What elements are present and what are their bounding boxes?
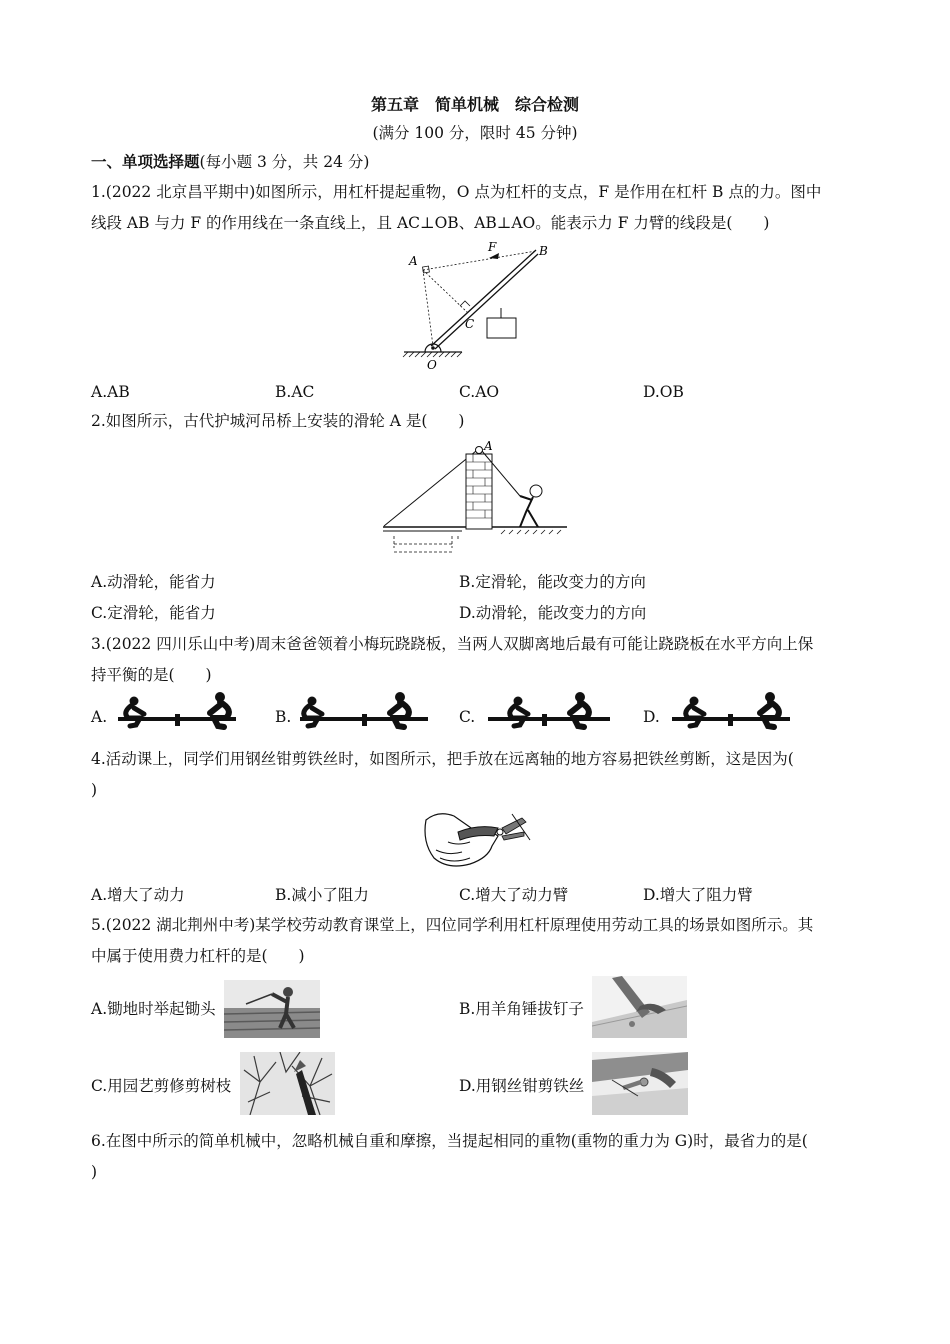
bridge-rope: [384, 451, 476, 526]
weight-block: [487, 318, 516, 338]
pulley-a: [476, 447, 483, 454]
page-subtitle: (满分 100 分，限时 45 分钟): [372, 124, 578, 142]
line-ao: [423, 270, 433, 346]
section-heading-main: 一、单项选择题: [91, 152, 200, 171]
moat: [394, 536, 458, 552]
q1-option-b[interactable]: B.AC: [275, 383, 315, 401]
q1-option-d[interactable]: D.OB: [643, 383, 684, 401]
q4-pliers-figure: [418, 806, 533, 874]
right-angle-c: [460, 301, 470, 306]
label-a: A: [409, 254, 418, 268]
lever-bar-a: [431, 250, 536, 346]
line-ac: [423, 270, 468, 313]
line-ab: [423, 251, 536, 270]
pruning-photo: [240, 1052, 335, 1115]
section-heading-note: (每小题 3 分，共 24 分): [199, 153, 370, 171]
q3-option-a[interactable]: A.: [91, 708, 108, 726]
q3-option-d[interactable]: D.: [643, 708, 660, 726]
q5-option-d[interactable]: D.用钢丝钳剪铁丝: [459, 1077, 585, 1095]
q4-text-line2: ): [91, 781, 98, 799]
label-b: B: [539, 244, 548, 258]
q1-text-line2: 线段 AB 与力 F 的作用线在一条直线上，且 AC⊥OB、AB⊥AO。能表示力 F 力臂的线段是( ): [91, 214, 770, 232]
q6-text-line1: 6.在图中所示的简单机械中，忽略机械自重和摩擦，当提起相同的重物(重物的重力为 G)时，最省力的是(: [91, 1132, 808, 1150]
q3-text-line2: 持平衡的是( ): [91, 666, 212, 684]
q5-option-b[interactable]: B.用羊角锤拔钉子: [459, 1000, 584, 1018]
q2-option-d[interactable]: D.动滑轮，能改变力的方向: [459, 604, 647, 622]
q1-option-a[interactable]: A.AB: [91, 383, 130, 401]
q2-drawbridge-figure: [380, 436, 575, 564]
q4-option-c[interactable]: C.增大了动力臂: [459, 886, 569, 904]
seesaw-c-figure[interactable]: [484, 692, 614, 734]
q3-option-c[interactable]: C.: [459, 708, 476, 726]
label-o: O: [427, 358, 437, 372]
seesaw-d-figure[interactable]: [668, 692, 794, 734]
page-title: 第五章 简单机械 综合检测: [370, 95, 579, 114]
person-body: [520, 496, 538, 527]
label-a: A: [484, 439, 493, 453]
q1-lever-figure: [398, 240, 558, 372]
q1-text-line1: 1.(2022 北京昌平期中)如图所示，用杠杆提起重物，O 点为杠杆的支点，F 是作用在杠杆 B 点的力。图中: [91, 183, 822, 201]
q2-text-line1: 2.如图所示，古代护城河吊桥上安装的滑轮 A 是( ): [91, 412, 465, 430]
q1-option-c[interactable]: C.AO: [459, 383, 500, 401]
q5-text-line1: 5.(2022 湖北荆州中考)某学校劳动教育课堂上，四位同学利用杠杆原理使用劳动工具的场景如图所示。其: [91, 916, 814, 934]
q4-text-line1: 4.活动课上，同学们用钢丝钳剪铁丝时，如图所示，把手放在远离轴的地方容易把铁丝剪断，这是因为(: [91, 750, 794, 768]
label-f: F: [488, 240, 497, 254]
seesaw-a-figure[interactable]: [112, 692, 242, 734]
q4-option-b[interactable]: B.减小了阻力: [275, 886, 369, 904]
q3-option-b[interactable]: B.: [275, 708, 292, 726]
q2-option-c[interactable]: C.定滑轮，能省力: [91, 604, 216, 622]
q4-option-a[interactable]: A.增大了动力: [91, 886, 185, 904]
label-c: C: [465, 317, 475, 331]
q3-text-line1: 3.(2022 四川乐山中考)周末爸爸领着小梅玩跷跷板，当两人双脚离地后最有可能让跷跷板在水平方向上保: [91, 635, 814, 653]
person-head: [530, 485, 542, 497]
q5-option-c[interactable]: C.用园艺剪修剪树枝: [91, 1077, 232, 1095]
q2-option-a[interactable]: A.动滑轮，能省力: [91, 573, 216, 591]
section-heading: [91, 146, 861, 178]
q2-option-b[interactable]: B.定滑轮，能改变力的方向: [459, 573, 646, 591]
hoeing-photo: [224, 980, 320, 1038]
q6-text-line2: ): [91, 1163, 98, 1181]
wire-cutting-photo: [592, 1052, 688, 1115]
seesaw-b-figure[interactable]: [296, 692, 432, 734]
q4-option-d[interactable]: D.增大了阻力臂: [643, 886, 753, 904]
q5-text-line2: 中属于使用费力杠杆的是( ): [91, 947, 305, 965]
hammer-photo: [592, 976, 687, 1038]
q5-option-a[interactable]: A.锄地时举起锄头: [91, 1000, 216, 1018]
